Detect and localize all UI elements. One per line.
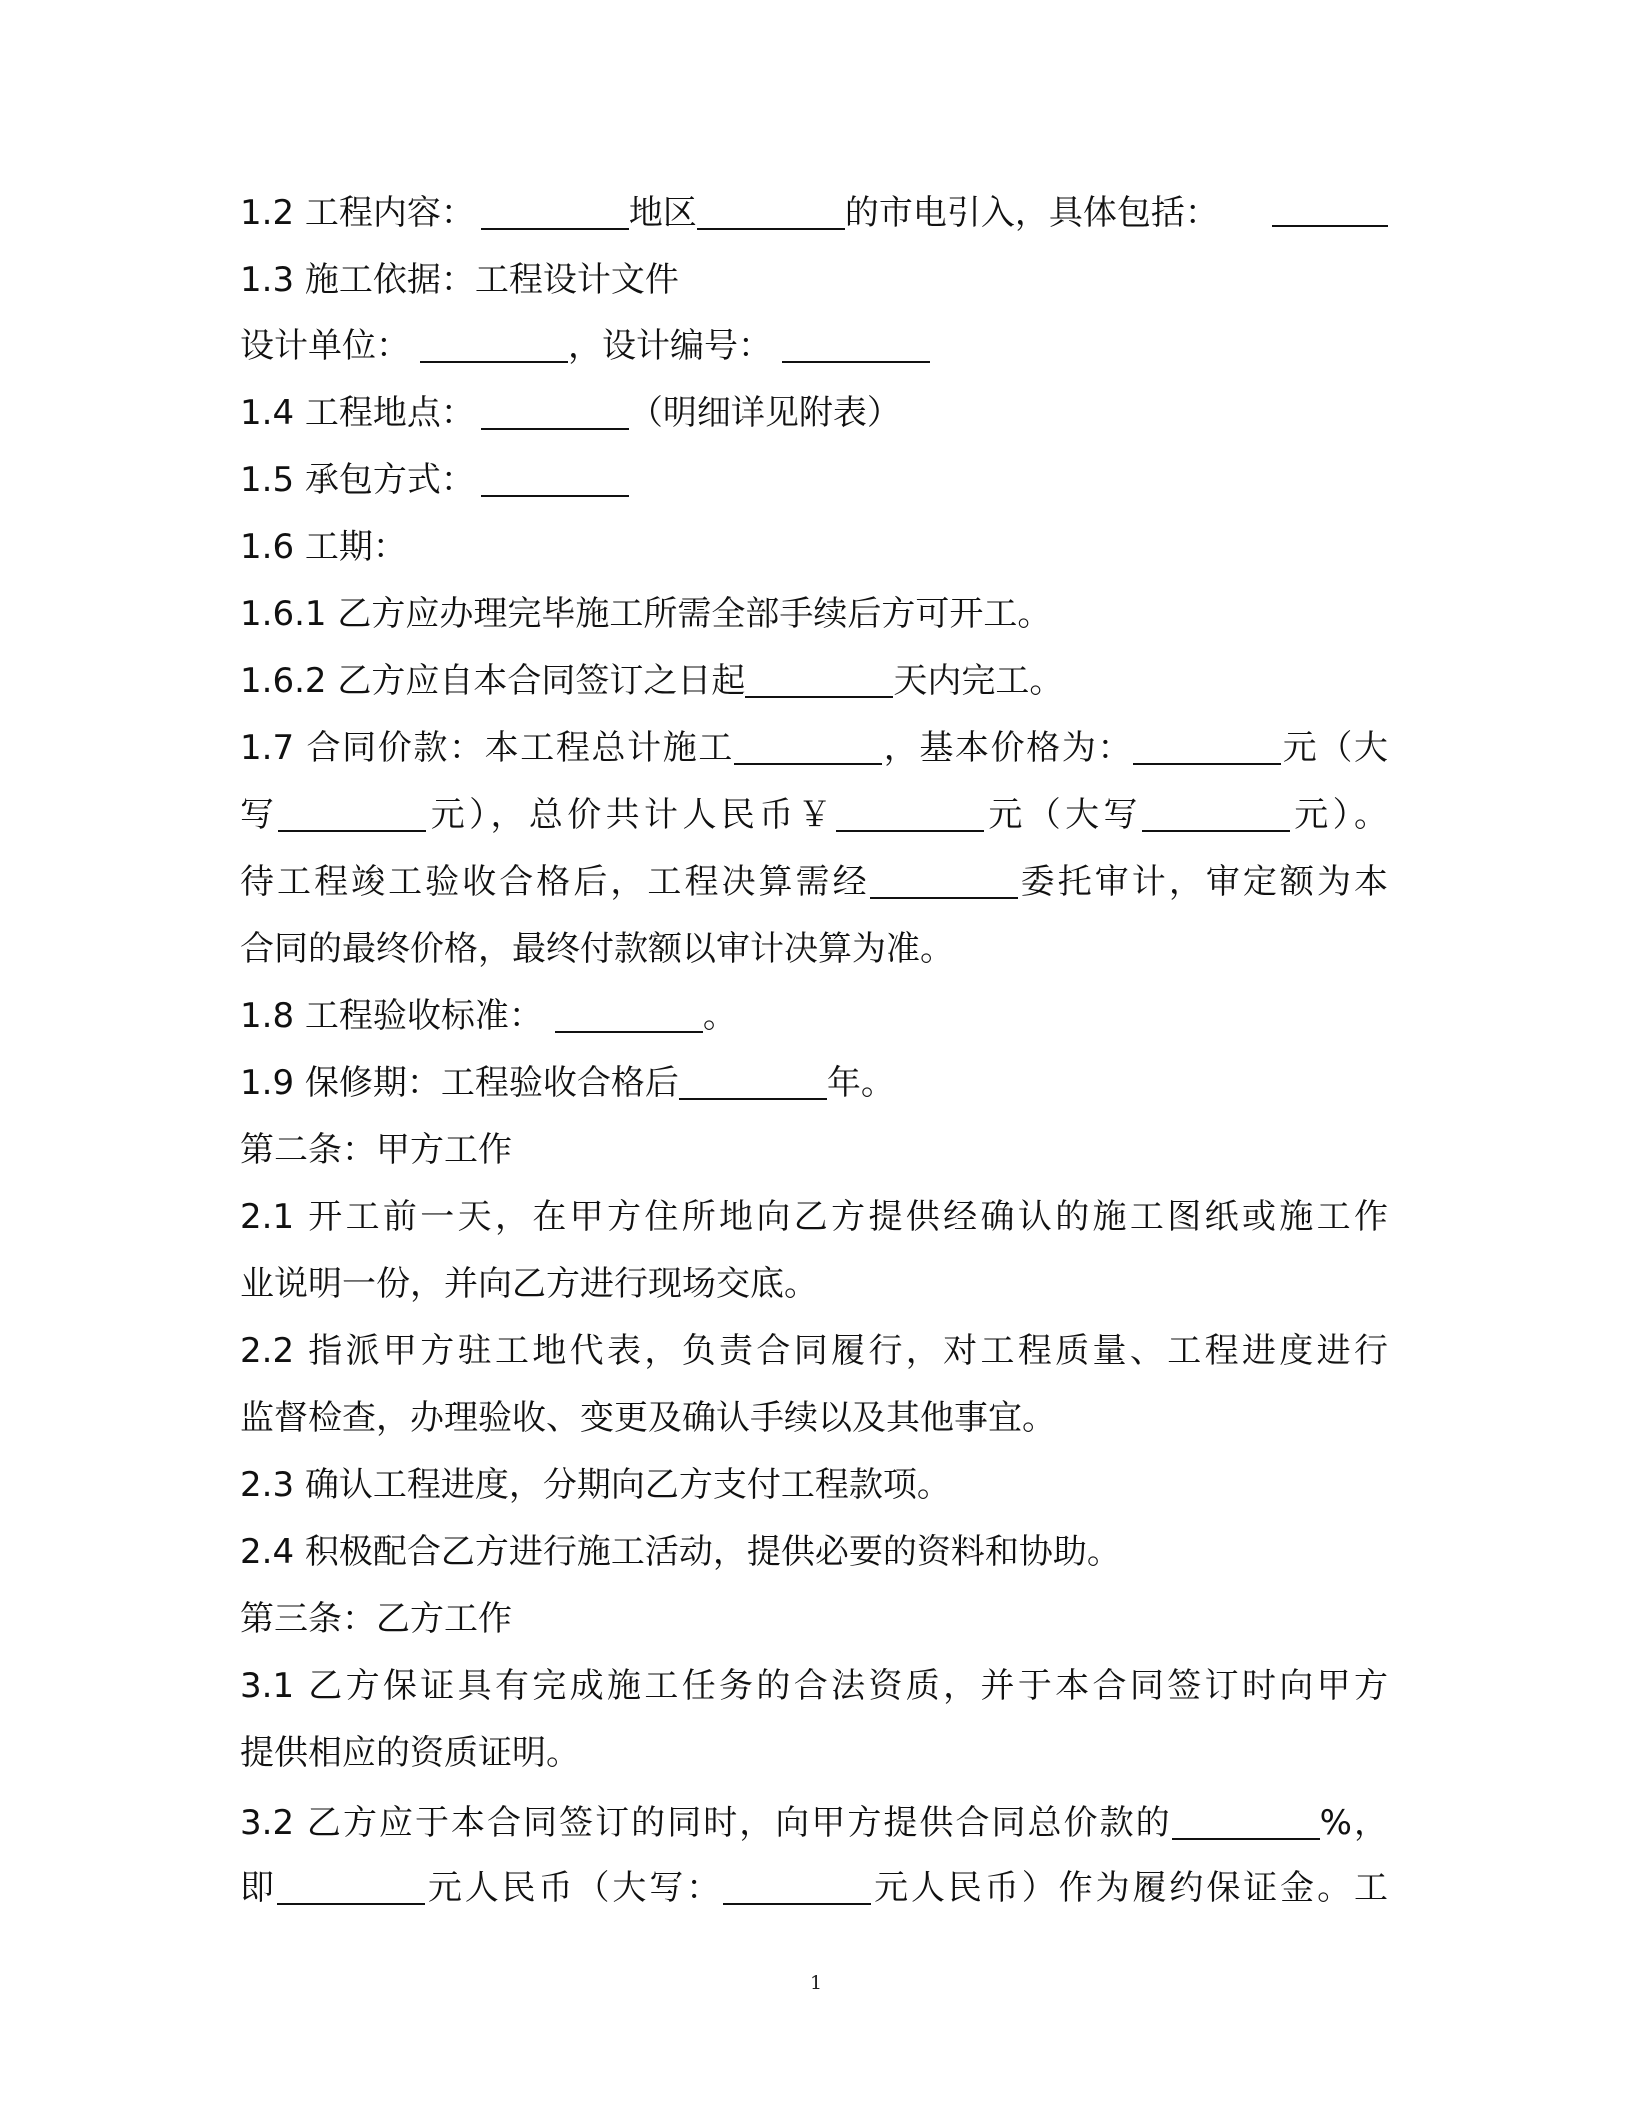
blank-field[interactable] [782,329,930,363]
blank-field[interactable] [734,731,882,765]
clause-3-2-cont: 即 元人民币（大写： 元人民币）作为履约保证金。工 [240,1868,1389,1908]
clause-3-1-cont: 提供相应的资质证明。 [240,1733,580,1773]
blank-field[interactable] [1142,798,1290,832]
clause-2-3: 2.3 确认工程进度，分期向乙方支付工程款项。 [240,1465,951,1505]
design-info-line: 设计单位： ，设计编号： [240,326,1388,366]
clause-1-7-cont: 写 元），总价共计人民币￥ 元（大写 元）。 [240,795,1389,835]
clause-1-8: 1.8 工程验收标准： 。 [240,996,737,1036]
clause-1-6-1: 1.6.1 乙方应办理完毕施工所需全部手续后方可开工。 [240,594,1052,634]
blank-field[interactable] [679,1066,827,1100]
blank-field[interactable] [420,329,568,363]
clause-1-3: 1.3 施工依据：工程设计文件 [240,260,679,300]
clause-2-1-cont: 业说明一份，并向乙方进行现场交底。 [240,1264,818,1304]
clause-3-1: 3.1 乙方保证具有完成施工任务的合法资质，并于本合同签订时向甲方 [240,1666,1388,1706]
clause-1-7: 1.7 合同价款：本工程总计施工 ，基本价格为： 元（大 [240,728,1388,768]
page-number: 1 [809,1972,823,1994]
clause-1-6: 1.6 工期： [240,527,407,567]
blank-field[interactable] [870,865,1018,899]
clause-2-2: 2.2 指派甲方驻工地代表，负责合同履行，对工程质量、工程进度进行 [240,1331,1388,1371]
blank-field[interactable] [481,396,629,430]
clause-1-2: 1.2 工程内容： 地区 的市电引入，具体包括： [240,193,1388,233]
clause-1-9: 1.9 保修期：工程验收合格后 年。 [240,1063,895,1103]
clause-1-7-audit: 待工程竣工验收合格后，工程决算需经 委托审计，审定额为本 [240,862,1389,902]
blank-field[interactable] [723,1871,871,1905]
blank-field[interactable] [1272,193,1388,227]
blank-field[interactable] [555,999,703,1033]
clause-2-4: 2.4 积极配合乙方进行施工活动，提供必要的资料和协助。 [240,1532,1121,1572]
blank-field[interactable] [481,196,629,230]
clause-1-7-final: 合同的最终价格，最终付款额以审计决算为准。 [240,929,954,969]
blank-field[interactable] [1133,731,1281,765]
clause-1-4: 1.4 工程地点： （明细详见附表） [240,393,901,433]
clause-2-1: 2.1 开工前一天，在甲方住所地向乙方提供经确认的施工图纸或施工作 [240,1197,1388,1237]
clause-1-6-2: 1.6.2 乙方应自本合同签订之日起 天内完工。 [240,661,1064,701]
blank-field[interactable] [745,664,893,698]
blank-field[interactable] [836,798,984,832]
blank-field[interactable] [278,798,426,832]
article-2-heading: 第二条：甲方工作 [240,1130,512,1170]
clause-2-2-cont: 监督检查，办理验收、变更及确认手续以及其他事宜。 [240,1398,1056,1438]
blank-field[interactable] [481,463,629,497]
clause-1-5: 1.5 承包方式： [240,460,1388,500]
blank-field[interactable] [1172,1806,1320,1840]
blank-field[interactable] [697,196,845,230]
clause-3-2: 3.2 乙方应于本合同签订的同时，向甲方提供合同总价款的 %， [240,1803,1388,1843]
blank-field[interactable] [277,1871,425,1905]
article-3-heading: 第三条：乙方工作 [240,1599,512,1639]
